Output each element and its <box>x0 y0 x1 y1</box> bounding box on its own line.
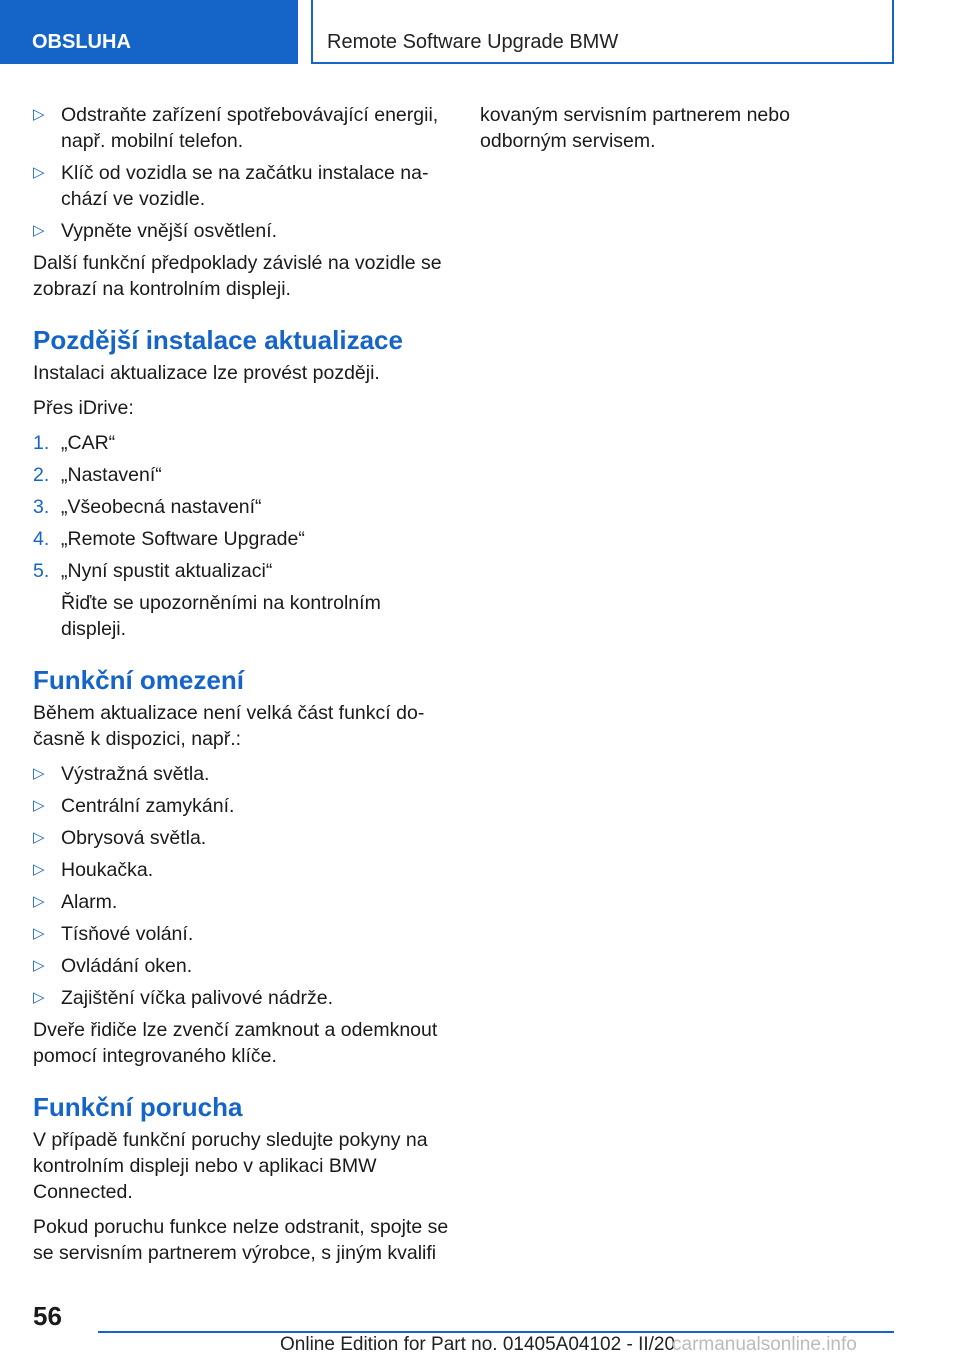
paragraph: Pokud poruchu funkce nelze odstranit, spojte se se servisním partnerem výrobce, s jiným kvalifi <box>33 1216 449 1264</box>
paragraph: Další funkční předpoklady závislé na vozidle se zobrazí na kontrolním displeji. <box>33 252 442 300</box>
list-item: ▷ Klíč od vozidla se na začátku instalace nachází ve vozidle. <box>33 162 429 210</box>
section-tab: OBSLUHA <box>0 0 298 64</box>
footer-edition: Online Edition for Part no. 01405A04102 - II/20 <box>280 1334 676 1355</box>
page-number: 56 <box>33 1301 62 1331</box>
paragraph: Instalaci aktualizace lze provést později. <box>33 362 380 384</box>
bullet-triangle-icon: ▷ <box>33 164 45 181</box>
list-item: ▷ Odstraňte zařízení spotřebovávající energii, např. mobilní telefon. <box>33 104 439 152</box>
bullet-triangle-icon: ▷ <box>33 989 45 1006</box>
list-item: ▷ Houkačka. <box>33 859 154 881</box>
paragraph: Přes iDrive: <box>33 397 134 419</box>
numbered-item: 2. „Nastavení“ <box>33 464 162 486</box>
list-item: ▷ Vypněte vnější osvětlení. <box>33 220 278 242</box>
section-heading: Pozdější instalace aktualizace <box>33 325 403 355</box>
paragraph: Během aktualizace není velká část funkcí dočasně k dispozici, např.: <box>33 702 425 750</box>
bullet-triangle-icon: ▷ <box>33 829 45 846</box>
list-item: ▷ Ovládání oken. <box>33 955 193 977</box>
list-item: ▷ Centrální zamykání. <box>33 795 235 817</box>
step-note: Řiďte se upozorněními na kontrolním displeji. <box>61 592 381 640</box>
bullet-triangle-icon: ▷ <box>33 861 45 878</box>
bullet-triangle-icon: ▷ <box>33 222 45 239</box>
bullet-triangle-icon: ▷ <box>33 106 45 123</box>
list-item: ▷ Výstražná světla. <box>33 763 210 785</box>
paragraph: kovaným servisním partnerem nebo odborným servisem. <box>480 104 790 152</box>
chapter-title: Remote Software Upgrade BMW <box>311 0 894 64</box>
list-item: ▷ Tísňové volání. <box>33 923 194 945</box>
right-column <box>480 102 880 163</box>
section-heading: Funkční omezení <box>33 665 244 695</box>
paragraph: V případě funkční poruchy sledujte pokyny na kontrolním displeji nebo v aplikaci BMW Connected. <box>33 1129 428 1203</box>
section-heading: Funkční porucha <box>33 1092 243 1122</box>
left-column <box>33 102 451 1275</box>
numbered-item: 1. „CAR“ <box>33 432 116 454</box>
watermark: carmanualsonline.info <box>672 1334 857 1355</box>
list-item: ▷ Obrysová světla. <box>33 827 207 849</box>
bullet-triangle-icon: ▷ <box>33 957 45 974</box>
paragraph: Dveře řidiče lze zvenčí zamknout a odemknout pomocí integrovaného klíče. <box>33 1019 438 1067</box>
list-item: ▷ Alarm. <box>33 891 118 913</box>
numbered-item: 3. „Všeobecná nastavení“ <box>33 496 262 518</box>
list-item: ▷ Zajištění víčka palivové nádrže. <box>33 987 334 1009</box>
numbered-item: 5. „Nyní spustit aktualizaci“ <box>33 560 273 582</box>
numbered-item: 4. „Remote Software Upgrade“ <box>33 528 305 550</box>
bullet-triangle-icon: ▷ <box>33 797 45 814</box>
bullet-triangle-icon: ▷ <box>33 925 45 942</box>
bullet-triangle-icon: ▷ <box>33 765 45 782</box>
bullet-triangle-icon: ▷ <box>33 893 45 910</box>
